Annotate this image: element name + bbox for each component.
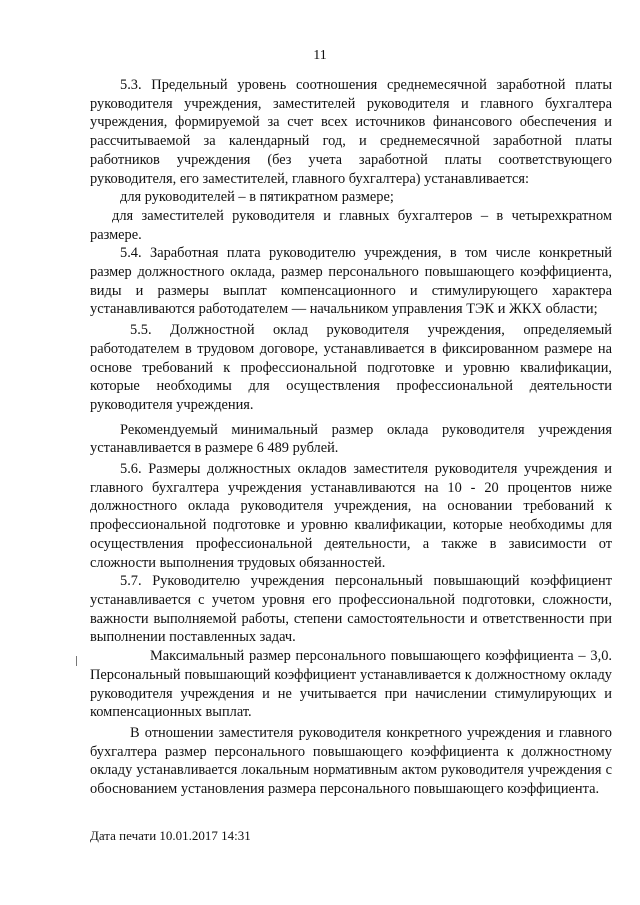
paragraph-limit-deputies: для заместителей руководителя и главных бухгалтеров – в четырехкратном размере. xyxy=(90,207,612,243)
paragraph-5-3: 5.3. Предельный уровень соотношения среднемесячной заработной платы руководителя учреждения, заместителей руководителя и главного бухгалтера учреждения, формируемой за счет всех источников финансового обеспечения и рассчитываемой за календарный год, и среднемесячной заработной платы работников учреждения (без учета заработной платы соответствующего руководителя, его заместителей, главного бухгалтера) устанавливается: xyxy=(90,77,612,187)
paragraph-deputy-coefficient: В отношении заместителя руководителя конкретного учреждения и главного бухгалтера размер персонального повышающего коэффициента к должностному окладу устанавливается локальным нормативным актом руководителя учреждения с обоснованием установления размера персонального повышающего коэффициента. xyxy=(90,724,612,798)
paragraph-limit-heads: для руководителей – в пятикратном размере; xyxy=(120,189,394,206)
paragraph-5-7: 5.7. Руководителю учреждения персональный повышающий коэффициент устанавливается с учетом уровня его профессиональной подготовки, сложности, важности выполняемой работы, степени самостоятельности и ответственности при выполнении поставленных задач. xyxy=(90,573,612,646)
print-date-footer: Дата печати 10.01.2017 14:31 xyxy=(90,828,251,843)
paragraph-max-coefficient: Максимальный размер персонального повышающего коэффициента – 3,0. Персональный повышающий коэффициент устанавливается к должностному окладу руководителя учреждения и не учитывается при начислении стимулирующих и компенсационных выплат. xyxy=(90,648,612,721)
margin-mark xyxy=(76,656,77,666)
paragraph-5-4: 5.4. Заработная плата руководителю учреждения, в том числе конкретный размер должностного оклада, размер персонального повышающего коэффициента, виды и размеры выплат компенсационного и стимулирующего характера устанавливаются работодателем — начальником управления ТЭК и ЖКХ области; xyxy=(90,245,612,318)
page-number: 11 xyxy=(313,48,327,63)
paragraph-min-salary: Рекомендуемый минимальный размер оклада руководителя учреждения устанавливается в размере 6 489 рублей. xyxy=(90,421,612,457)
document-body xyxy=(90,76,612,799)
paragraph-5-5: 5.5. Должностной оклад руководителя учреждения, определяемый работодателем в трудовом договоре, устанавливается в фиксированном размере на основе требований к профессиональной подготовке и уровню квалификации, которые необходимы для осуществления профессиональной деятельности руководителя учреждения. xyxy=(90,322,612,413)
paragraph-5-6: 5.6. Размеры должностных окладов заместителя руководителя учреждения и главного бухгалтера учреждения устанавливаются на 10 - 20 процентов ниже должностного оклада руководителя учреждения, на основании требований к профессиональной подготовке и уровню квалификации, которые необходимы для осуществления профессиональной деятельности, а также в зависимости от сложности выполнения трудовых обязанностей. xyxy=(90,461,612,571)
